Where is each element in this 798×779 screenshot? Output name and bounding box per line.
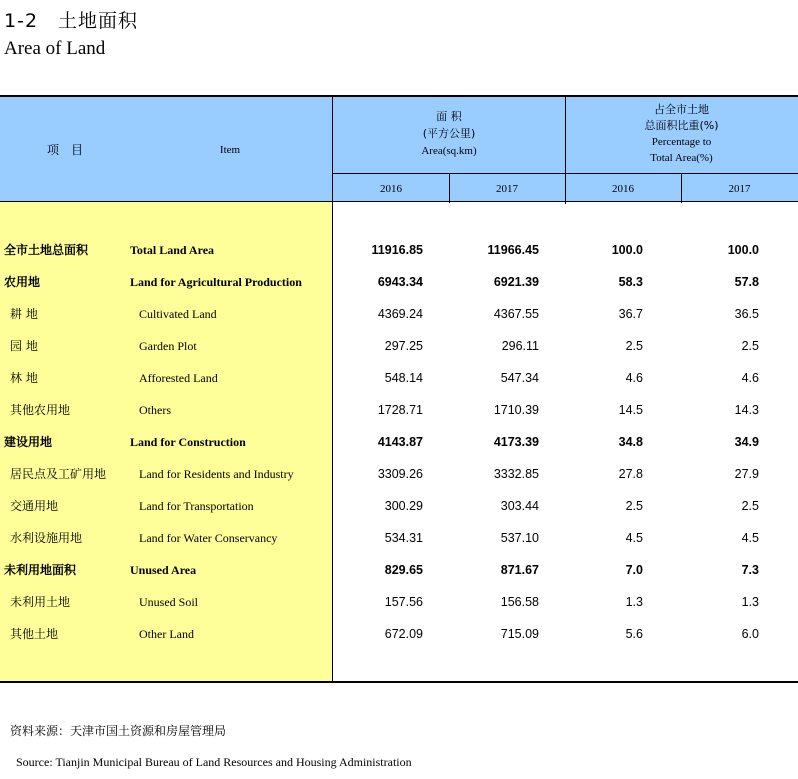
value-pct-2017: 4.5: [741, 531, 759, 545]
table-row: [0, 330, 798, 362]
row-label-cn: 耕 地: [10, 307, 38, 321]
table-row: [0, 618, 798, 650]
value-pct-2016: 4.5: [625, 531, 643, 545]
row-label-cn: 交通用地: [10, 499, 59, 513]
header-item-cn: 项 目: [46, 143, 83, 157]
page-title-cn: 1-2 土地面积: [4, 10, 139, 32]
value-area-2016: 6943.34: [377, 275, 423, 289]
value-pct-2017: 27.9: [734, 467, 759, 481]
table-row: [0, 266, 798, 298]
header-pct-en-2: Total Area(%): [650, 152, 713, 164]
value-pct-2016: 100.0: [611, 243, 643, 257]
value-area-2017: 715.09: [500, 627, 539, 641]
table-row: [0, 490, 798, 522]
value-pct-2016: 36.7: [618, 307, 643, 321]
table-row: [0, 298, 798, 330]
value-pct-2016: 34.8: [618, 435, 643, 449]
row-label-cn: 林 地: [10, 371, 38, 385]
table-row: [0, 554, 798, 586]
row-label-cn: 农用地: [4, 275, 41, 289]
row-label-en: Unused Soil: [139, 595, 199, 609]
row-label-en: Cultivated Land: [139, 307, 217, 321]
value-pct-2017: 36.5: [734, 307, 759, 321]
row-label-cn: 其他土地: [10, 627, 59, 641]
value-pct-2016: 5.6: [625, 627, 643, 641]
value-area-2016: 548.14: [384, 371, 423, 385]
row-label-cn: 全市土地总面积: [4, 243, 89, 257]
value-area-2016: 672.09: [384, 627, 423, 641]
value-pct-2016: 7.0: [625, 563, 643, 577]
table-header: [0, 95, 798, 202]
value-area-2017: 3332.85: [493, 467, 539, 481]
value-area-2016: 1728.71: [377, 403, 423, 417]
value-area-2017: 871.67: [500, 563, 539, 577]
value-area-2016: 157.56: [384, 595, 423, 609]
value-area-2016: 300.29: [384, 499, 423, 513]
row-label-en: Unused Area: [130, 563, 197, 577]
value-area-2017: 11966.45: [487, 243, 539, 257]
value-pct-2016: 1.3: [625, 595, 643, 609]
value-area-2017: 6921.39: [493, 275, 539, 289]
value-area-2017: 547.34: [500, 371, 539, 385]
table-row: [0, 586, 798, 618]
value-pct-2016: 2.5: [625, 339, 643, 353]
value-pct-2017: 7.3: [741, 563, 759, 577]
table-row: [0, 362, 798, 394]
row-label-en: Total Land Area: [130, 243, 215, 257]
value-area-2017: 4367.55: [493, 307, 539, 321]
page-title-en: Area of Land: [4, 38, 106, 59]
value-area-2016: 3309.26: [377, 467, 423, 481]
value-area-2016: 829.65: [384, 563, 423, 577]
row-label-en: Land for Residents and Industry: [139, 467, 294, 481]
header-item-en: Item: [219, 144, 241, 156]
row-label-en: Afforested Land: [139, 371, 218, 385]
value-pct-2017: 14.3: [734, 403, 759, 417]
row-label-cn: 居民点及工矿用地: [10, 467, 107, 481]
table-row: [0, 426, 798, 458]
value-area-2017: 537.10: [500, 531, 539, 545]
row-label-en: Land for Transportation: [139, 499, 254, 513]
value-area-2017: 1710.39: [493, 403, 539, 417]
table-row: [0, 234, 798, 266]
value-area-2017: 156.58: [500, 595, 539, 609]
header-area-en: Area(sq.km): [421, 145, 477, 157]
value-pct-2016: 27.8: [618, 467, 643, 481]
row-label-cn: 园 地: [10, 339, 38, 353]
value-area-2017: 4173.39: [493, 435, 539, 449]
table-row: [0, 522, 798, 554]
row-label-cn: 未利用土地: [10, 595, 71, 609]
row-label-cn: 未利用地面积: [4, 563, 77, 577]
value-pct-2016: 14.5: [618, 403, 643, 417]
row-label-en: Land for Water Conservancy: [139, 531, 278, 545]
header-pct-cn-1: 占全市土地: [654, 103, 709, 116]
value-area-2017: 296.11: [501, 339, 539, 353]
value-pct-2017: 4.6: [741, 371, 759, 385]
value-pct-2017: 34.9: [734, 435, 759, 449]
header-year-area-2016: 2016: [380, 183, 402, 195]
header-area-cn: 面 积: [436, 110, 462, 123]
header-pct-en-1: Percentage to: [651, 136, 712, 148]
row-label-en: Garden Plot: [139, 339, 197, 353]
value-pct-2017: 100.0: [727, 243, 759, 257]
value-pct-2016: 58.3: [618, 275, 643, 289]
header-year-pct-2016: 2016: [612, 183, 634, 195]
value-pct-2016: 2.5: [625, 499, 643, 513]
value-pct-2017: 2.5: [741, 339, 759, 353]
value-area-2016: 4369.24: [377, 307, 423, 321]
value-area-2017: 303.44: [500, 499, 539, 513]
source-note-cn: 资料来源：天津市国土资源和房屋管理局: [10, 724, 227, 738]
table-bottom-rule: [0, 681, 798, 683]
value-area-2016: 4143.87: [377, 435, 423, 449]
value-pct-2017: 57.8: [734, 275, 759, 289]
source-note-en: Source: Tianjin Municipal Bureau of Land Resources and Housing Administration: [16, 755, 412, 769]
header-area-unit-cn: (平方公里): [422, 127, 476, 140]
row-label-en: Other Land: [139, 627, 194, 641]
header-year-pct-2017: 2017: [728, 183, 751, 195]
row-label-cn: 其他农用地: [10, 403, 71, 417]
row-label-en: Others: [139, 403, 171, 417]
value-area-2016: 11916.85: [371, 243, 423, 257]
header-pct-cn-2: 总面积比重(%): [644, 119, 719, 132]
value-area-2016: 534.31: [384, 531, 423, 545]
row-label-cn: 水利设施用地: [10, 531, 83, 545]
row-label-en: Land for Agricultural Production: [130, 275, 302, 289]
value-pct-2017: 2.5: [741, 499, 759, 513]
row-label-en: Land for Construction: [130, 435, 246, 449]
value-pct-2016: 4.6: [625, 371, 643, 385]
value-pct-2017: 1.3: [741, 595, 759, 609]
value-area-2016: 297.25: [384, 339, 423, 353]
value-pct-2017: 6.0: [741, 627, 759, 641]
table-row: [0, 458, 798, 490]
table-row: [0, 394, 798, 426]
header-year-area-2017: 2017: [496, 183, 518, 195]
row-label-cn: 建设用地: [4, 435, 53, 449]
